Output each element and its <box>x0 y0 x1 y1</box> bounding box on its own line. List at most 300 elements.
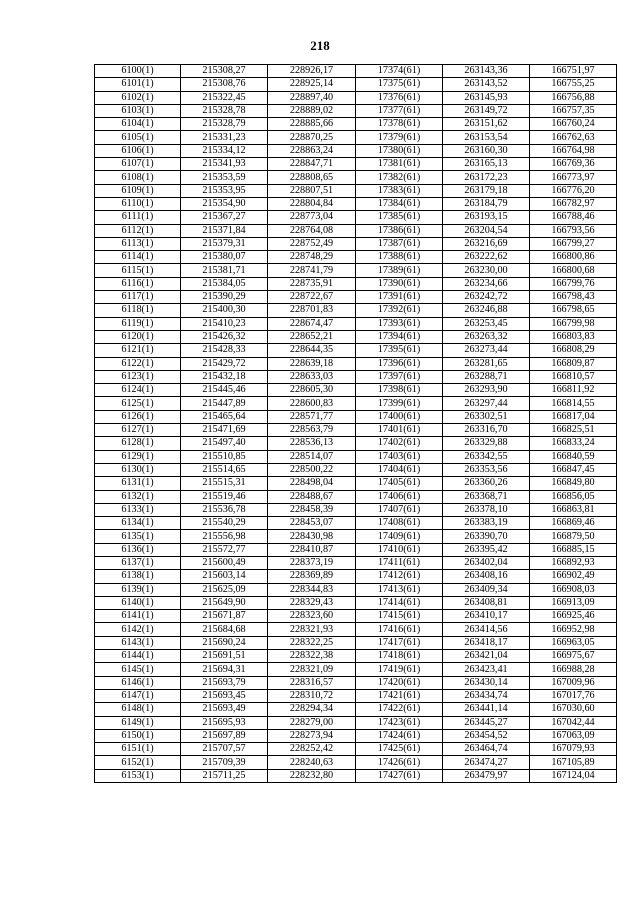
cell-y-left: 228897,40 <box>268 91 356 104</box>
cell-x-right: 263234,66 <box>443 277 530 290</box>
cell-x-left: 215381,71 <box>181 264 268 277</box>
cell-x-left: 215649,90 <box>181 596 268 609</box>
cell-point-id-left: 6107(1) <box>95 158 181 171</box>
cell-point-id-left: 6144(1) <box>95 650 181 663</box>
cell-y-left: 228639,18 <box>268 357 356 370</box>
cell-point-id-right: 17376(61) <box>356 91 443 104</box>
cell-y-left: 228240,63 <box>268 756 356 769</box>
cell-point-id-right: 17382(61) <box>356 171 443 184</box>
cell-x-left: 215519,46 <box>181 490 268 503</box>
cell-point-id-right: 17377(61) <box>356 104 443 117</box>
cell-point-id-left: 6111(1) <box>95 211 181 224</box>
cell-point-id-right: 17415(61) <box>356 610 443 623</box>
table-row <box>95 144 617 157</box>
table-row <box>95 131 617 144</box>
cell-y-right: 167124,04 <box>530 769 617 782</box>
cell-y-right: 166825,51 <box>530 424 617 437</box>
cell-point-id-right: 17402(61) <box>356 437 443 450</box>
cell-x-left: 215322,45 <box>181 91 268 104</box>
cell-y-left: 228310,72 <box>268 689 356 702</box>
cell-y-right: 166793,56 <box>530 224 617 237</box>
cell-y-right: 166788,46 <box>530 211 617 224</box>
cell-x-left: 215693,79 <box>181 676 268 689</box>
cell-y-right: 167042,44 <box>530 716 617 729</box>
cell-x-right: 263179,18 <box>443 184 530 197</box>
cell-y-right: 166869,46 <box>530 517 617 530</box>
cell-point-id-left: 6139(1) <box>95 583 181 596</box>
cell-y-left: 228644,35 <box>268 344 356 357</box>
table-row <box>95 277 617 290</box>
cell-x-left: 215428,33 <box>181 344 268 357</box>
table-row <box>95 596 617 609</box>
cell-point-id-right: 17387(61) <box>356 237 443 250</box>
cell-x-left: 215308,76 <box>181 78 268 91</box>
cell-y-left: 228701,83 <box>268 304 356 317</box>
table-row <box>95 410 617 423</box>
cell-y-right: 166762,63 <box>530 131 617 144</box>
cell-x-right: 263474,27 <box>443 756 530 769</box>
cell-x-left: 215707,57 <box>181 743 268 756</box>
cell-y-right: 166800,86 <box>530 251 617 264</box>
cell-x-left: 215709,39 <box>181 756 268 769</box>
table-row <box>95 291 617 304</box>
cell-y-left: 228329,43 <box>268 596 356 609</box>
table-row <box>95 570 617 583</box>
cell-point-id-left: 6116(1) <box>95 277 181 290</box>
cell-y-right: 166769,36 <box>530 158 617 171</box>
cell-y-right: 166799,27 <box>530 237 617 250</box>
cell-y-left: 228674,47 <box>268 317 356 330</box>
cell-x-left: 215497,40 <box>181 437 268 450</box>
cell-y-left: 228458,39 <box>268 503 356 516</box>
cell-point-id-left: 6151(1) <box>95 743 181 756</box>
cell-y-left: 228633,03 <box>268 370 356 383</box>
cell-x-right: 263184,79 <box>443 197 530 210</box>
cell-x-left: 215410,23 <box>181 317 268 330</box>
cell-point-id-left: 6124(1) <box>95 384 181 397</box>
cell-y-left: 228847,71 <box>268 158 356 171</box>
cell-y-right: 166756,88 <box>530 91 617 104</box>
cell-x-right: 263193,15 <box>443 211 530 224</box>
cell-point-id-right: 17385(61) <box>356 211 443 224</box>
cell-y-left: 228294,34 <box>268 703 356 716</box>
cell-x-left: 215697,89 <box>181 729 268 742</box>
cell-x-right: 263273,44 <box>443 344 530 357</box>
cell-point-id-left: 6125(1) <box>95 397 181 410</box>
cell-point-id-left: 6131(1) <box>95 477 181 490</box>
cell-y-left: 228430,98 <box>268 530 356 543</box>
cell-x-right: 263281,65 <box>443 357 530 370</box>
table-row <box>95 689 617 702</box>
cell-x-left: 215334,12 <box>181 144 268 157</box>
cell-y-left: 228500,22 <box>268 463 356 476</box>
table-row <box>95 197 617 210</box>
cell-y-right: 166814,55 <box>530 397 617 410</box>
cell-point-id-right: 17403(61) <box>356 450 443 463</box>
cell-point-id-left: 6150(1) <box>95 729 181 742</box>
cell-y-right: 166798,43 <box>530 291 617 304</box>
cell-y-left: 228600,83 <box>268 397 356 410</box>
cell-y-right: 166764,98 <box>530 144 617 157</box>
cell-y-right: 166847,45 <box>530 463 617 476</box>
cell-x-left: 215432,18 <box>181 370 268 383</box>
cell-point-id-right: 17419(61) <box>356 663 443 676</box>
cell-x-right: 263408,16 <box>443 570 530 583</box>
cell-point-id-right: 17413(61) <box>356 583 443 596</box>
cell-x-right: 263216,69 <box>443 237 530 250</box>
cell-point-id-left: 6108(1) <box>95 171 181 184</box>
cell-point-id-left: 6127(1) <box>95 424 181 437</box>
cell-point-id-right: 17408(61) <box>356 517 443 530</box>
cell-point-id-right: 17406(61) <box>356 490 443 503</box>
cell-x-right: 263360,26 <box>443 477 530 490</box>
cell-point-id-left: 6147(1) <box>95 689 181 702</box>
cell-y-left: 228926,17 <box>268 65 356 78</box>
cell-point-id-left: 6128(1) <box>95 437 181 450</box>
cell-point-id-right: 17383(61) <box>356 184 443 197</box>
cell-point-id-left: 6130(1) <box>95 463 181 476</box>
cell-x-right: 263408,81 <box>443 596 530 609</box>
cell-point-id-left: 6100(1) <box>95 65 181 78</box>
cell-point-id-right: 17374(61) <box>356 65 443 78</box>
cell-x-left: 215625,09 <box>181 583 268 596</box>
cell-x-left: 215445,46 <box>181 384 268 397</box>
cell-y-left: 228722,67 <box>268 291 356 304</box>
cell-x-right: 263297,44 <box>443 397 530 410</box>
cell-point-id-right: 17426(61) <box>356 756 443 769</box>
cell-y-right: 166808,29 <box>530 344 617 357</box>
table-row <box>95 703 617 716</box>
cell-point-id-left: 6148(1) <box>95 703 181 716</box>
cell-point-id-right: 17424(61) <box>356 729 443 742</box>
cell-y-right: 166892,93 <box>530 556 617 569</box>
table-row <box>95 636 617 649</box>
cell-point-id-left: 6134(1) <box>95 517 181 530</box>
cell-point-id-right: 17381(61) <box>356 158 443 171</box>
cell-y-left: 228373,19 <box>268 556 356 569</box>
cell-y-right: 166856,05 <box>530 490 617 503</box>
cell-point-id-right: 17395(61) <box>356 344 443 357</box>
table-row <box>95 397 617 410</box>
table-row <box>95 437 617 450</box>
cell-point-id-right: 17380(61) <box>356 144 443 157</box>
cell-x-left: 215328,79 <box>181 118 268 131</box>
cell-x-right: 263479,97 <box>443 769 530 782</box>
table-row <box>95 716 617 729</box>
table-row <box>95 251 617 264</box>
cell-x-right: 263368,71 <box>443 490 530 503</box>
cell-x-right: 263145,93 <box>443 91 530 104</box>
table-row <box>95 769 617 782</box>
cell-y-left: 228807,51 <box>268 184 356 197</box>
table-row <box>95 490 617 503</box>
cell-point-id-left: 6120(1) <box>95 330 181 343</box>
table-row <box>95 211 617 224</box>
cell-x-right: 263390,70 <box>443 530 530 543</box>
cell-x-right: 263434,74 <box>443 689 530 702</box>
cell-point-id-right: 17422(61) <box>356 703 443 716</box>
table-row <box>95 317 617 330</box>
cell-point-id-right: 17391(61) <box>356 291 443 304</box>
cell-point-id-right: 17397(61) <box>356 370 443 383</box>
cell-x-left: 215671,87 <box>181 610 268 623</box>
table-row <box>95 344 617 357</box>
table-row <box>95 503 617 516</box>
table-row <box>95 543 617 556</box>
cell-point-id-right: 17388(61) <box>356 251 443 264</box>
cell-x-right: 263329,88 <box>443 437 530 450</box>
cell-x-right: 263395,42 <box>443 543 530 556</box>
cell-x-left: 215603,14 <box>181 570 268 583</box>
cell-y-left: 228321,09 <box>268 663 356 676</box>
cell-point-id-left: 6112(1) <box>95 224 181 237</box>
cell-x-left: 215426,32 <box>181 330 268 343</box>
cell-point-id-right: 17405(61) <box>356 477 443 490</box>
cell-x-right: 263263,32 <box>443 330 530 343</box>
cell-point-id-left: 6119(1) <box>95 317 181 330</box>
page-number: 218 <box>310 38 330 53</box>
cell-x-left: 215331,23 <box>181 131 268 144</box>
cell-x-right: 263222,62 <box>443 251 530 264</box>
cell-y-right: 166800,68 <box>530 264 617 277</box>
cell-y-left: 228885,66 <box>268 118 356 131</box>
cell-point-id-left: 6113(1) <box>95 237 181 250</box>
table-row <box>95 450 617 463</box>
cell-x-left: 215693,45 <box>181 689 268 702</box>
table-row <box>95 463 617 476</box>
cell-y-left: 228369,89 <box>268 570 356 583</box>
cell-x-left: 215694,31 <box>181 663 268 676</box>
cell-y-left: 228752,49 <box>268 237 356 250</box>
cell-y-right: 166803,83 <box>530 330 617 343</box>
cell-x-left: 215328,78 <box>181 104 268 117</box>
cell-y-left: 228804,84 <box>268 197 356 210</box>
cell-x-right: 263153,54 <box>443 131 530 144</box>
cell-point-id-left: 6153(1) <box>95 769 181 782</box>
cell-y-right: 166902,49 <box>530 570 617 583</box>
cell-y-right: 166799,98 <box>530 317 617 330</box>
cell-x-left: 215341,93 <box>181 158 268 171</box>
cell-point-id-left: 6137(1) <box>95 556 181 569</box>
cell-y-right: 166840,59 <box>530 450 617 463</box>
cell-y-left: 228748,29 <box>268 251 356 264</box>
cell-point-id-left: 6132(1) <box>95 490 181 503</box>
cell-y-right: 167017,76 <box>530 689 617 702</box>
cell-x-right: 263383,19 <box>443 517 530 530</box>
table-row <box>95 477 617 490</box>
cell-y-right: 166849,80 <box>530 477 617 490</box>
table-row <box>95 424 617 437</box>
cell-x-left: 215400,30 <box>181 304 268 317</box>
table-row <box>95 623 617 636</box>
cell-point-id-left: 6141(1) <box>95 610 181 623</box>
cell-point-id-left: 6104(1) <box>95 118 181 131</box>
cell-point-id-right: 17394(61) <box>356 330 443 343</box>
cell-point-id-left: 6117(1) <box>95 291 181 304</box>
cell-point-id-left: 6109(1) <box>95 184 181 197</box>
table-row <box>95 118 617 131</box>
cell-point-id-right: 17411(61) <box>356 556 443 569</box>
cell-x-right: 263242,72 <box>443 291 530 304</box>
cell-point-id-left: 6142(1) <box>95 623 181 636</box>
cell-x-right: 263414,56 <box>443 623 530 636</box>
cell-x-left: 215510,85 <box>181 450 268 463</box>
cell-x-left: 215691,51 <box>181 650 268 663</box>
cell-y-left: 228870,25 <box>268 131 356 144</box>
cell-y-left: 228773,04 <box>268 211 356 224</box>
table-row <box>95 676 617 689</box>
cell-point-id-left: 6115(1) <box>95 264 181 277</box>
table-row <box>95 91 617 104</box>
cell-y-left: 228321,93 <box>268 623 356 636</box>
cell-y-left: 228323,60 <box>268 610 356 623</box>
table-row <box>95 357 617 370</box>
cell-point-id-right: 17421(61) <box>356 689 443 702</box>
cell-x-right: 263418,17 <box>443 636 530 649</box>
cell-point-id-left: 6106(1) <box>95 144 181 157</box>
cell-point-id-left: 6105(1) <box>95 131 181 144</box>
cell-x-right: 263230,00 <box>443 264 530 277</box>
cell-y-right: 166782,97 <box>530 197 617 210</box>
cell-point-id-left: 6101(1) <box>95 78 181 91</box>
cell-x-right: 263165,13 <box>443 158 530 171</box>
cell-x-left: 215371,84 <box>181 224 268 237</box>
cell-x-right: 263293,90 <box>443 384 530 397</box>
cell-y-right: 166908,03 <box>530 583 617 596</box>
cell-y-right: 166975,67 <box>530 650 617 663</box>
cell-point-id-right: 17427(61) <box>356 769 443 782</box>
cell-y-left: 228764,08 <box>268 224 356 237</box>
cell-x-left: 215690,24 <box>181 636 268 649</box>
table-row <box>95 330 617 343</box>
cell-point-id-left: 6122(1) <box>95 357 181 370</box>
cell-x-left: 215465,64 <box>181 410 268 423</box>
table-row <box>95 530 617 543</box>
cell-point-id-right: 17417(61) <box>356 636 443 649</box>
cell-y-left: 228605,30 <box>268 384 356 397</box>
cell-y-right: 167105,89 <box>530 756 617 769</box>
cell-x-left: 215711,25 <box>181 769 268 782</box>
cell-point-id-left: 6146(1) <box>95 676 181 689</box>
cell-point-id-right: 17404(61) <box>356 463 443 476</box>
cell-x-right: 263402,04 <box>443 556 530 569</box>
table-row <box>95 224 617 237</box>
cell-point-id-left: 6149(1) <box>95 716 181 729</box>
cell-point-id-right: 17378(61) <box>356 118 443 131</box>
cell-x-left: 215308,27 <box>181 65 268 78</box>
cell-y-left: 228741,79 <box>268 264 356 277</box>
cell-x-left: 215353,59 <box>181 171 268 184</box>
cell-x-left: 215354,90 <box>181 197 268 210</box>
cell-y-right: 166798,65 <box>530 304 617 317</box>
cell-y-left: 228498,04 <box>268 477 356 490</box>
table-row <box>95 171 617 184</box>
table-row <box>95 729 617 742</box>
cell-x-left: 215684,68 <box>181 623 268 636</box>
cell-point-id-left: 6129(1) <box>95 450 181 463</box>
cell-point-id-right: 17390(61) <box>356 277 443 290</box>
cell-y-left: 228514,07 <box>268 450 356 463</box>
cell-x-left: 215693,49 <box>181 703 268 716</box>
cell-point-id-right: 17401(61) <box>356 424 443 437</box>
cell-y-right: 167030,60 <box>530 703 617 716</box>
cell-point-id-right: 17416(61) <box>356 623 443 636</box>
cell-y-left: 228322,38 <box>268 650 356 663</box>
cell-point-id-right: 17410(61) <box>356 543 443 556</box>
cell-y-right: 166773,97 <box>530 171 617 184</box>
cell-x-left: 215695,93 <box>181 716 268 729</box>
cell-y-left: 228322,25 <box>268 636 356 649</box>
cell-x-right: 263246,88 <box>443 304 530 317</box>
table-row <box>95 556 617 569</box>
cell-x-right: 263441,14 <box>443 703 530 716</box>
cell-y-right: 166751,97 <box>530 65 617 78</box>
cell-y-right: 166817,04 <box>530 410 617 423</box>
cell-y-right: 166776,20 <box>530 184 617 197</box>
cell-x-right: 263423,41 <box>443 663 530 676</box>
cell-y-left: 228316,57 <box>268 676 356 689</box>
cell-y-left: 228410,87 <box>268 543 356 556</box>
cell-point-id-right: 17398(61) <box>356 384 443 397</box>
cell-y-right: 166760,24 <box>530 118 617 131</box>
cell-y-right: 166811,92 <box>530 384 617 397</box>
cell-x-left: 215514,65 <box>181 463 268 476</box>
cell-point-id-left: 6133(1) <box>95 503 181 516</box>
cell-point-id-left: 6135(1) <box>95 530 181 543</box>
cell-point-id-right: 17425(61) <box>356 743 443 756</box>
cell-x-left: 215379,31 <box>181 237 268 250</box>
table-row <box>95 78 617 91</box>
cell-x-right: 263464,74 <box>443 743 530 756</box>
cell-y-right: 166799,76 <box>530 277 617 290</box>
cell-point-id-left: 6110(1) <box>95 197 181 210</box>
cell-x-left: 215380,07 <box>181 251 268 264</box>
table-row <box>95 370 617 383</box>
table-row <box>95 517 617 530</box>
cell-point-id-right: 17400(61) <box>356 410 443 423</box>
cell-point-id-left: 6103(1) <box>95 104 181 117</box>
cell-point-id-left: 6114(1) <box>95 251 181 264</box>
cell-point-id-left: 6102(1) <box>95 91 181 104</box>
cell-y-left: 228563,79 <box>268 424 356 437</box>
cell-x-left: 215447,89 <box>181 397 268 410</box>
cell-y-left: 228925,14 <box>268 78 356 91</box>
table-row <box>95 304 617 317</box>
cell-x-left: 215536,78 <box>181 503 268 516</box>
cell-x-left: 215367,27 <box>181 211 268 224</box>
table-row <box>95 756 617 769</box>
cell-point-id-left: 6118(1) <box>95 304 181 317</box>
cell-y-right: 166988,28 <box>530 663 617 676</box>
cell-x-right: 263409,34 <box>443 583 530 596</box>
cell-y-left: 228453,07 <box>268 517 356 530</box>
cell-x-left: 215540,29 <box>181 517 268 530</box>
cell-y-left: 228273,94 <box>268 729 356 742</box>
cell-x-right: 263302,51 <box>443 410 530 423</box>
cell-x-right: 263342,55 <box>443 450 530 463</box>
coordinates-table-body <box>95 65 617 783</box>
table-row <box>95 610 617 623</box>
cell-x-right: 263149,72 <box>443 104 530 117</box>
cell-point-id-left: 6138(1) <box>95 570 181 583</box>
cell-point-id-right: 17379(61) <box>356 131 443 144</box>
cell-point-id-left: 6123(1) <box>95 370 181 383</box>
cell-point-id-right: 17409(61) <box>356 530 443 543</box>
cell-x-right: 263143,52 <box>443 78 530 91</box>
cell-point-id-right: 17407(61) <box>356 503 443 516</box>
cell-x-left: 215572,77 <box>181 543 268 556</box>
cell-point-id-right: 17399(61) <box>356 397 443 410</box>
